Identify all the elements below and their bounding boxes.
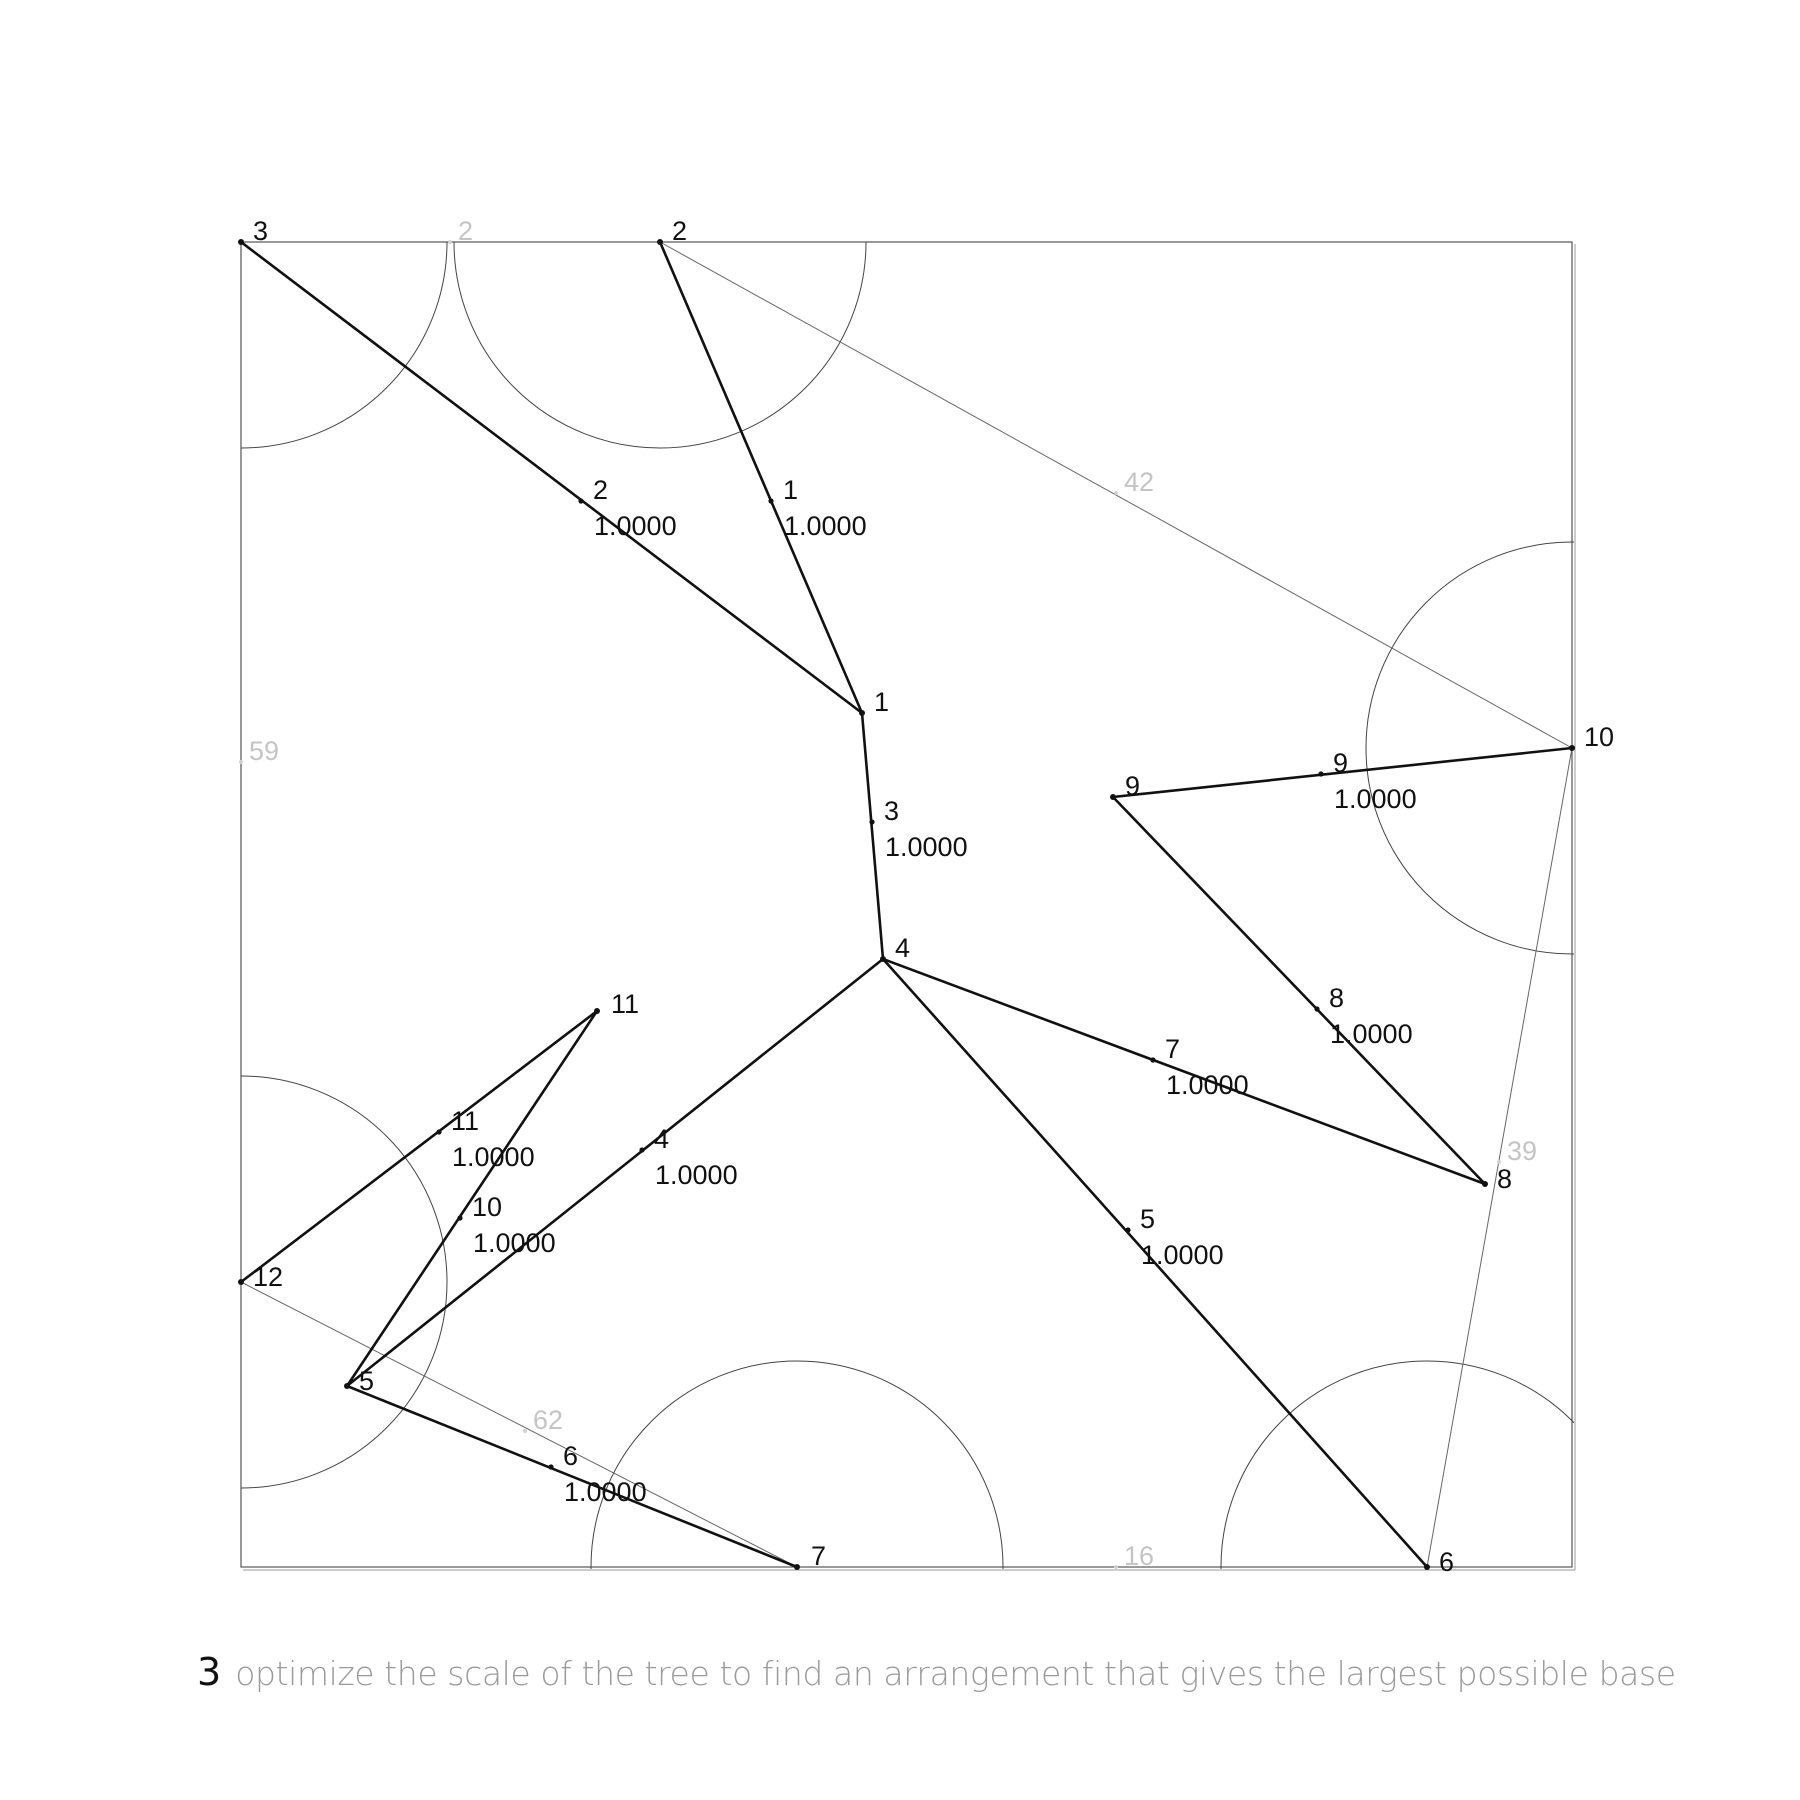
boundary-marker	[1497, 1160, 1501, 1164]
tree-node	[1482, 1181, 1488, 1187]
tree-edge	[660, 242, 862, 713]
node-label: 11	[611, 989, 640, 1019]
tree-node	[238, 1279, 244, 1285]
edge-midpoint	[1125, 1227, 1130, 1232]
edge-label: 6	[563, 1441, 579, 1471]
edge-midpoint	[457, 1215, 462, 1220]
edge-length-label: 1.0000	[452, 1142, 535, 1172]
edge-label: 2	[593, 475, 609, 505]
node-label: 7	[811, 1541, 827, 1571]
node-label: 6	[1439, 1547, 1455, 1577]
edge-length-label: 1.0000	[1166, 1070, 1249, 1100]
edge-label: 3	[884, 796, 900, 826]
node-label: 1	[874, 687, 890, 717]
tree-node	[344, 1383, 350, 1389]
caption-step-number: 3	[197, 1650, 222, 1694]
boundary-marker	[448, 240, 452, 244]
tree-node	[880, 956, 886, 962]
tree-edge	[862, 713, 883, 959]
edge-label: 10	[472, 1192, 503, 1222]
edge-midpoint	[768, 498, 773, 503]
edge-label: 11	[451, 1106, 480, 1136]
edge-length-label: 1.0000	[473, 1228, 556, 1258]
edge-length-label: 1.0000	[1330, 1019, 1413, 1049]
node-label: 9	[1125, 771, 1141, 801]
edge-midpoint	[578, 498, 583, 503]
tree-node	[1569, 745, 1575, 751]
tree-edge	[241, 242, 862, 713]
boundary-label: 39	[1507, 1136, 1538, 1166]
node-label: 12	[253, 1262, 284, 1292]
boundary-marker	[1114, 491, 1118, 495]
edge-length-label: 1.0000	[1334, 784, 1417, 814]
edge-midpoint	[548, 1464, 553, 1469]
edge-midpoint	[639, 1147, 644, 1152]
tree-node	[1110, 794, 1116, 800]
edge-midpoint	[869, 819, 874, 824]
tree-node	[859, 710, 865, 716]
boundary-line	[241, 1282, 797, 1567]
node-label: 8	[1497, 1164, 1513, 1194]
tree-node	[238, 239, 244, 245]
node-label: 2	[672, 216, 688, 246]
tree-edge	[347, 959, 883, 1386]
edge-midpoint	[1314, 1006, 1319, 1011]
node-label: 3	[253, 216, 269, 246]
edge-label: 9	[1333, 748, 1349, 778]
edge-length-label: 1.0000	[564, 1477, 647, 1507]
node-label: 5	[359, 1366, 375, 1396]
edge-length-label: 1.0000	[1141, 1240, 1224, 1270]
boundary-label: 42	[1124, 467, 1155, 497]
edge-length-label: 1.0000	[784, 511, 867, 541]
edge-label: 4	[654, 1124, 670, 1154]
caption-text: optimize the scale of the tree to find an arrangement that gives the largest possible base	[235, 1654, 1676, 1693]
boundary-label: 59	[249, 736, 280, 766]
boundary-label: 16	[1124, 1541, 1155, 1571]
edge-length-label: 1.0000	[594, 511, 677, 541]
boundary-label: 62	[533, 1405, 564, 1435]
tree-node	[794, 1564, 800, 1570]
edge-midpoint	[1318, 771, 1323, 776]
edge-length-label: 1.0000	[655, 1160, 738, 1190]
tree-node	[657, 239, 663, 245]
edge-length-label: 1.0000	[885, 832, 968, 862]
edge-label: 8	[1329, 983, 1345, 1013]
boundary-marker	[239, 760, 243, 764]
node-label: 10	[1584, 722, 1615, 752]
boundary-line	[1427, 748, 1572, 1567]
boundary-label: 2	[458, 216, 474, 246]
edge-label: 1	[783, 475, 799, 505]
tree-node	[1424, 1564, 1430, 1570]
tree-node	[594, 1008, 600, 1014]
edge-midpoint	[1150, 1057, 1155, 1062]
boundary-marker	[1114, 1565, 1118, 1569]
boundary-marker	[523, 1429, 527, 1433]
caption	[197, 1650, 1676, 1694]
edge-label: 7	[1165, 1034, 1181, 1064]
edge-midpoint	[436, 1129, 441, 1134]
edge-label: 5	[1140, 1204, 1156, 1234]
tree-edge	[1113, 797, 1485, 1184]
node-label: 4	[895, 933, 911, 963]
